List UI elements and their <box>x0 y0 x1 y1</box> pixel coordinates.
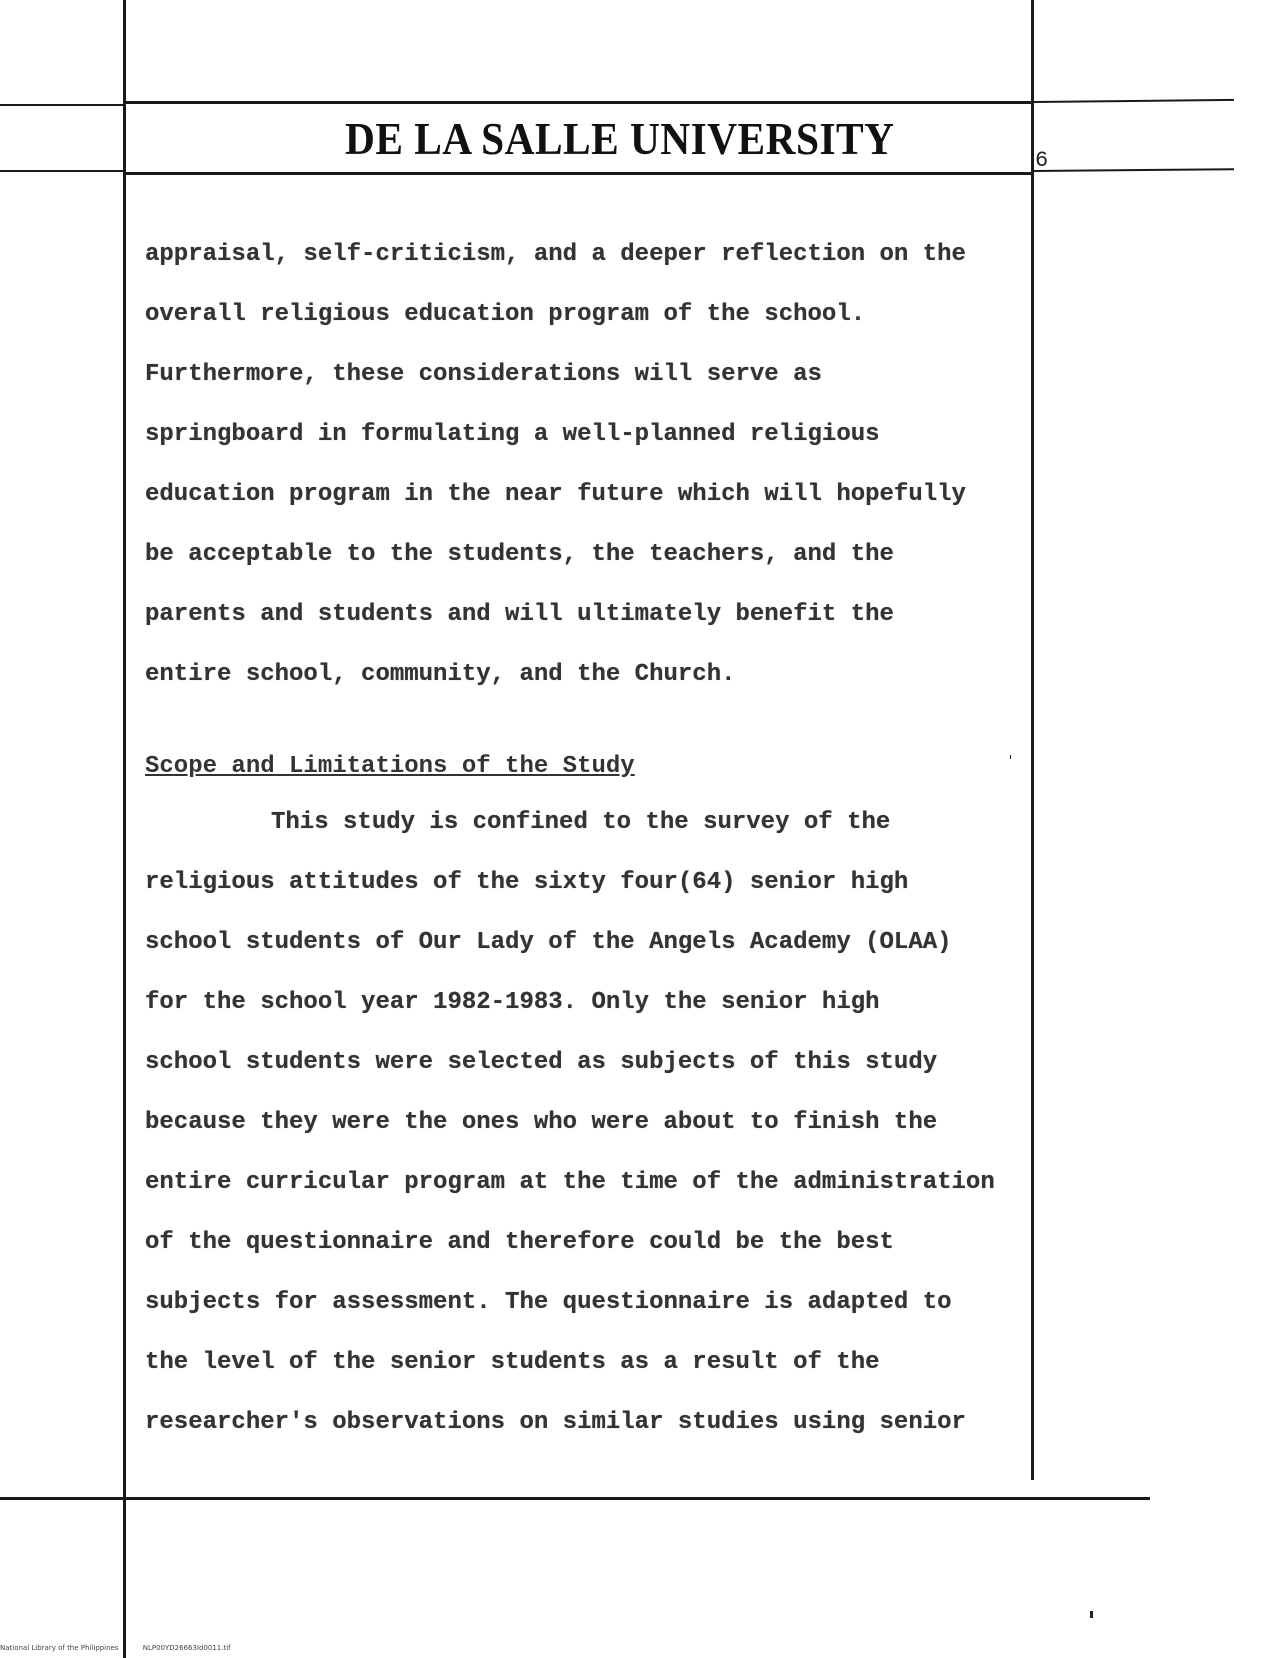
text-line: be acceptable to the students, the teachers, and the <box>145 541 894 568</box>
left-margin-line <box>123 0 126 1658</box>
text-line: entire curricular program at the time of the administration <box>145 1169 995 1196</box>
section-spacer <box>145 720 1085 752</box>
paragraph-continuation <box>145 240 1085 720</box>
scan-footer <box>0 1644 253 1652</box>
university-title: DE LA SALLE UNIVERSITY <box>345 113 895 164</box>
document-body <box>145 240 1085 1468</box>
text-line: overall religious education program of the school. <box>145 301 866 328</box>
section-paragraph <box>145 808 1085 1468</box>
text-line: springboard in formulating a well-planned religious <box>145 421 880 448</box>
text-line: school students of Our Lady of the Angels Academy (OLAA) <box>145 929 952 956</box>
file-id: NLP00YD26663Id0011.tif <box>142 1644 231 1652</box>
text-line: researcher's observations on similar studies using senior <box>145 1409 966 1436</box>
text-line: appraisal, self-criticism, and a deeper reflection on the <box>145 241 966 268</box>
letterhead <box>130 112 1090 172</box>
text-line: entire school, community, and the Church. <box>145 661 736 688</box>
top-rule-left <box>0 104 124 106</box>
text-line: education program in the near future which will hopefully <box>145 481 966 508</box>
text-line: religious attitudes of the sixty four(64) senior high <box>145 869 909 896</box>
text-line: for the school year 1982-1983. Only the senior high <box>145 989 880 1016</box>
text-line: the level of the senior students as a result of the <box>145 1349 880 1376</box>
scan-speck <box>1090 1611 1093 1618</box>
bottom-rule <box>0 1497 1150 1500</box>
section-heading: Scope and Limitations of the Study <box>145 753 635 780</box>
text-line: of the questionnaire and therefore could be the best <box>145 1229 894 1256</box>
header-rule-left <box>0 170 124 172</box>
top-rule-right <box>1034 99 1234 103</box>
text-line: parents and students and will ultimately benefit the <box>145 601 894 628</box>
header-rule-main <box>124 172 1034 175</box>
library-credit: National Library of the Philippines <box>0 1644 119 1652</box>
top-rule-main <box>124 101 1034 104</box>
page-number: 6 <box>1035 148 1049 173</box>
text-line: Furthermore, these considerations will serve as <box>145 361 822 388</box>
text-line: school students were selected as subjects of this study <box>145 1049 938 1076</box>
text-line: This study is confined to the survey of the <box>271 809 891 836</box>
text-line: because they were the ones who were about to finish the <box>145 1109 938 1136</box>
text-line: subjects for assessment. The questionnaire is adapted to <box>145 1289 952 1316</box>
